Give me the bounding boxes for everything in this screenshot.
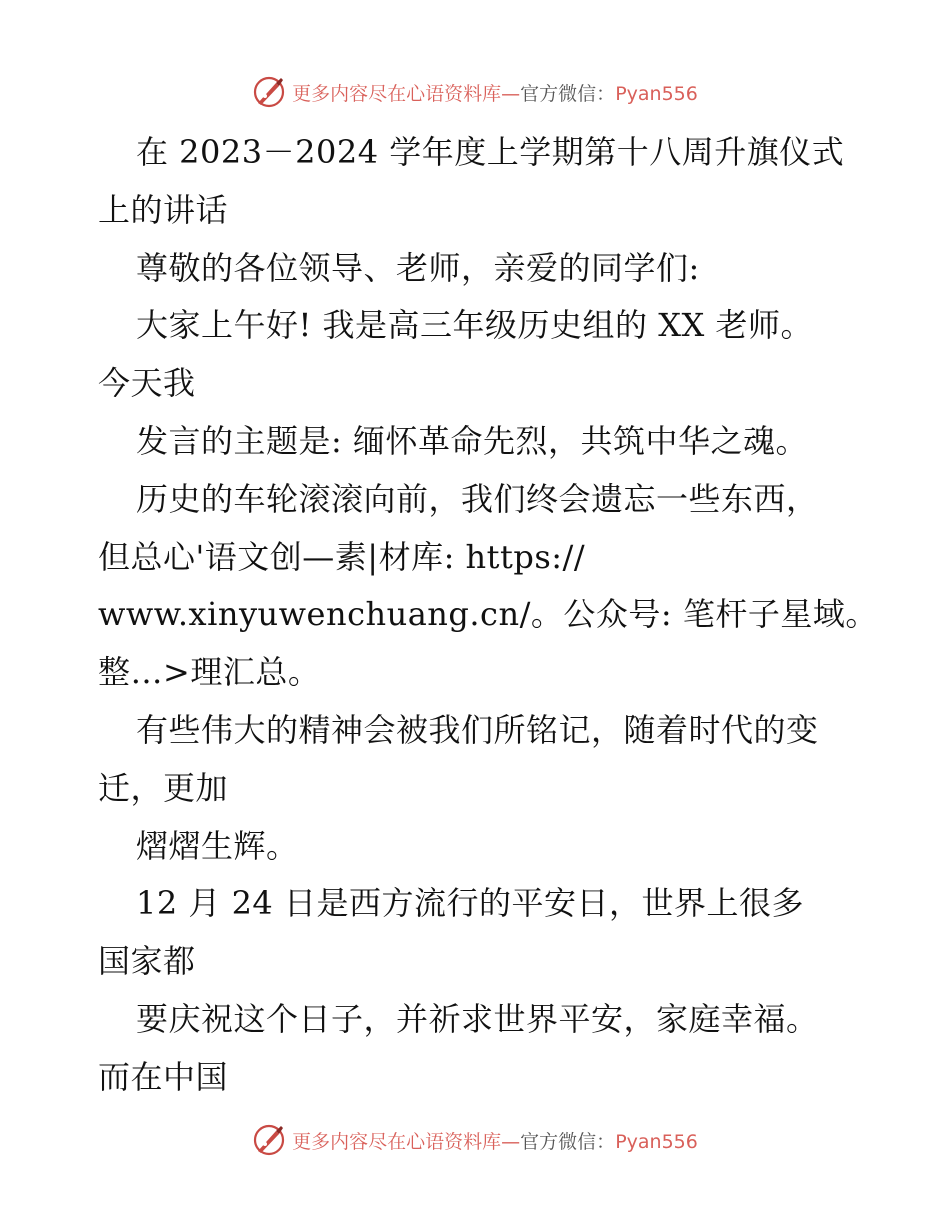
text-line: 在 2023－2024 学年度上学期第十八周升旗仪式 <box>136 133 845 171</box>
text-line: 国家都 <box>98 942 196 981</box>
banner-promo-text: 更多内容尽在心语资料库— <box>292 1130 521 1153</box>
text-line: 有些伟大的精神会被我们所铭记，随着时代的变 <box>136 710 819 749</box>
text-line: 整…>理汇总。 <box>98 653 321 692</box>
banner-wechat-id: Pyan556 <box>615 1130 698 1153</box>
text-line: 上的讲话 <box>98 190 229 229</box>
banner-promo-text: 更多内容尽在心语资料库— <box>292 82 521 105</box>
text-line: 熠熠生辉。 <box>136 826 299 865</box>
quill-pen-logo-icon <box>252 1123 286 1157</box>
footer-banner <box>0 1120 950 1160</box>
text-line: 大家上午好! 我是高三年级历史组的 XX 老师。 <box>136 306 813 345</box>
text-line: 历史的车轮滚滚向前，我们终会遗忘一些东西， <box>136 479 819 518</box>
text-line: 要庆祝这个日子，并祈求世界平安，家庭幸福。 <box>136 999 819 1038</box>
banner-wechat-label: 官方微信： <box>520 1130 616 1153</box>
document-body <box>98 124 878 1107</box>
header-banner <box>0 72 950 112</box>
text-line: 迁，更加 <box>98 768 229 807</box>
text-line: 12 月 24 日是西方流行的平安日，世界上很多 <box>136 884 804 923</box>
banner-text <box>292 1127 698 1154</box>
quill-pen-logo-icon <box>252 75 286 109</box>
banner-wechat-id: Pyan556 <box>615 82 698 105</box>
banner-text <box>292 79 698 106</box>
text-line: 而在中国 <box>98 1057 229 1096</box>
banner-wechat-label: 官方微信： <box>520 82 616 105</box>
text-line: 发言的主题是: 缅怀革命先烈，共筑中华之魂。 <box>136 421 808 460</box>
text-line: 尊敬的各位领导、老师，亲爱的同学们: <box>136 248 700 287</box>
text-line: 今天我 <box>98 364 196 403</box>
text-line: www.xinyuwenchuang.cn/。公众号: 笔杆子星域。 <box>98 595 878 634</box>
text-line: 但总心'语文创—素|材库: https:// <box>98 537 586 576</box>
